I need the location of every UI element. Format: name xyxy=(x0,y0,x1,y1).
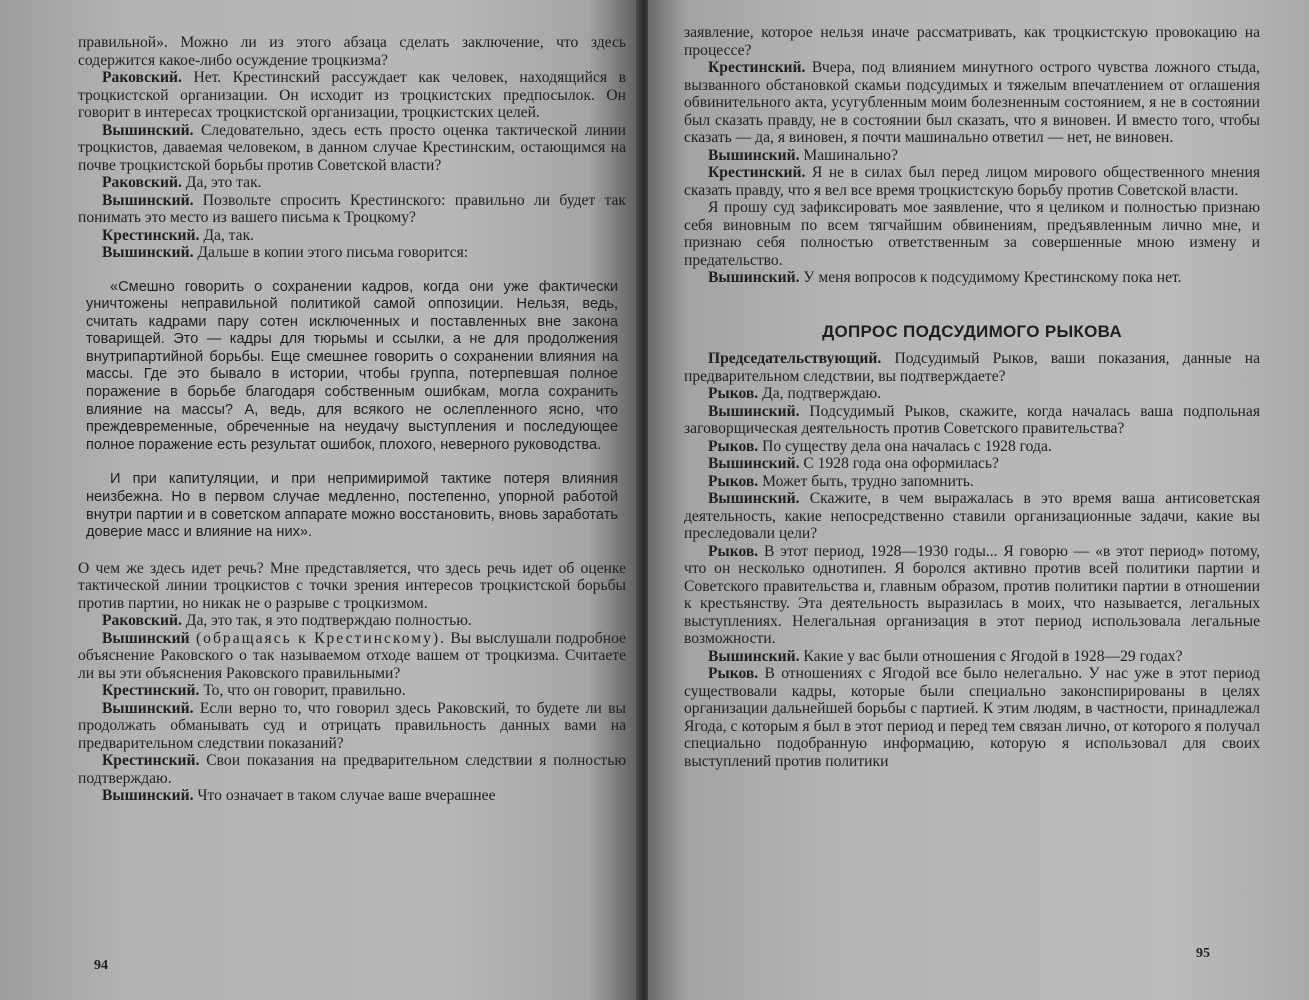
paragraph: Раковский. Нет. Крестинский рассуждает как человек, находящийся в троцкистской организации. Он исходит из троцкистских предпосылок. Он говорит в интересах троцкистской организации, троцкистских целей. xyxy=(78,69,626,121)
paragraph: Председательствующий. Подсудимый Рыков, ваши показания, данные на предварительном следствии, вы подтверждаете? xyxy=(684,350,1260,385)
paragraph: Рыков. В отношениях с Ягодой все было нелегально. У нас уже в этот период существовали кадры, которые были специально законспирированы в целях организации дальнейшей борьбы с партией. К этим людям, в частности, принадлежал Ягода, с которым я был в этот период и перед тем связан лично, от которого я получал специально подобранную информацию, которую я использовал для своих выступлений против политики xyxy=(684,665,1260,770)
paragraph: Крестинский. Я не в силах был перед лицом мирового общественного мнения сказать правду, что я вел все время троцкистскую борьбу против Советской власти. xyxy=(684,164,1260,199)
right-page-text xyxy=(684,24,1260,770)
paragraph: Вышинский (обращаясь к Крестинскому). Вы выслушали подробное объяснение Раковского о так называемом отходе вашем от троцкизма. Считаете ли вы эти объяснения Раковского правильными? xyxy=(78,629,626,682)
left-page-text xyxy=(78,34,626,805)
paragraph: Крестинский. То, что он говорит, правильно. xyxy=(102,682,406,700)
paragraph: Крестинский. Вчера, под влиянием минутного острого чувства ложного стыда, вызванного обстановкой скамьи подсудимых и тяжелым впечатлением от оглашения обвинительного акта, усугубленным моим болезненным состоянием, я не в состоянии был сказать правду, не в состоянии был сказать, что я виновен. И вместо того, чтобы сказать — да, я виновен, я почти машинально ответил — нет, не виновен. xyxy=(684,59,1260,146)
paragraph: Крестинский. Да, так. xyxy=(102,226,255,244)
paragraph: Вышинский. Дальше в копии этого письма говорится: xyxy=(102,244,469,261)
page-number: 94 xyxy=(94,958,108,973)
paragraph: Вышинский. Если верно то, что говорил здесь Раковский, то будете ли вы продолжать обманывать суд и отрицать правильность данных вами на предварительном следствии показаний? xyxy=(78,699,626,752)
paragraph: Раковский. Да, это так. xyxy=(102,174,262,191)
paragraph: О чем же здесь идет речь? Мне представляется, что здесь речь идет об оценке тактической линии троцкистов с точки зрения интересов троцкистской борьбы против партии, но никак не о разрыве с троцкизмом. xyxy=(78,559,626,612)
paragraph: Рыков. Может быть, трудно запомнить. xyxy=(708,472,974,490)
section-heading: ДОПРОС ПОДСУДИМОГО РЫКОВА xyxy=(822,321,1122,341)
paragraph: Вышинский. Скажите, в чем выражалась в это время ваша антисоветская деятельность, какие непосредственно ставили организационные задачи, какие вы преследовали цели? xyxy=(684,490,1260,542)
paragraph: Вышинский. Что означает в таком случае ваше вчерашнее xyxy=(102,787,496,805)
left-page xyxy=(0,0,640,1000)
paragraph: Вышинский. Подсудимый Рыков, скажите, когда началась ваша подпольная заговорщическая деятельность против Советского правительства? xyxy=(684,402,1260,437)
page-number: 95 xyxy=(1196,946,1210,961)
paragraph: заявление, которое нельзя иначе рассматривать, как троцкистскую провокацию на процессе? xyxy=(684,24,1260,59)
paragraph: Раковский. Да, это так, я это подтверждаю полностью. xyxy=(102,612,472,630)
paragraph: Рыков. Да, подтверждаю. xyxy=(708,385,882,402)
paragraph: правильной». Можно ли из этого абзаца сделать заключение, что здесь содержится какое-либо осуждение троцкизма? xyxy=(78,34,626,69)
paragraph: Вышинский. У меня вопросов к подсудимому Крестинскому пока нет. xyxy=(708,269,1182,286)
letter-quote xyxy=(86,279,618,542)
paragraph: Рыков. По существу дела она началась с 1928 года. xyxy=(708,437,1052,455)
right-page xyxy=(648,0,1309,1000)
paragraph: Рыков. В этот период, 1928—1930 годы... Я говорю — «в этот период» потому, что он несколько однотипен. Я боролся активно против всей политики партии и Советского правительства и, главным образом, против политики партии в отношении к крестьянству. Эта деятельность выразилась в моих, что называется, легальных выступлениях. Нелегальная организация в этот период использовала легальные возможности. xyxy=(684,542,1260,647)
paragraph: Вышинский. Машинально? xyxy=(708,146,898,164)
quote-paragraph: «Смешно говорить о сохранении кадров, когда они уже фактически уничтожены неправильной политикой самой оппозиции. Нельзя, ведь, считать кадрами пару сотен исключенных и поставленных вне закона товарищей. Это — кадры для тюрьмы и ссылки, а не для продолжения внутрипартийной борьбы. Еще смешнее говорить о сохранении влияния на массы. Где это бывало в истории, чтобы группа, потерпевшая полное поражение в борьбе благодаря собственным ошибкам, могла сохранить влияние на массы? А, ведь, для всякого не ослепленного ясно, что преждевременные, обреченные на неудачу выступления и последующее полное поражение есть результат ошибок, плохого, неверного руководства. xyxy=(86,278,618,453)
paragraph: Вышинский. Позвольте спросить Крестинского: правильно ли будет так понимать это место из вашего письма к Троцкому? xyxy=(78,191,626,226)
paragraph: Я прошу суд зафиксировать мое заявление, что я целиком и полностью признаю себя виновным по всем тягчайшим обвинениям, предъявленным лично мне, и признаю себя полностью ответственным за совершенные мною измену и предательство. xyxy=(684,199,1260,269)
paragraph: Вышинский. Какие у вас были отношения с Ягодой в 1928—29 годах? xyxy=(708,647,1183,665)
paragraph: Вышинский. С 1928 года она оформилась? xyxy=(708,455,999,472)
quote-paragraph: И при капитуляции, и при непримиримой тактике потеря влияния неизбежна. Но в первом случае медленно, постепенно, упорной работой внутри партии и в советском аппарате можно восстановить, вновь заработать доверие масс и влияние на них». xyxy=(86,471,618,541)
paragraph: Вышинский. Следовательно, здесь есть просто оценка тактической линии троцкистов, даваемая человеком, в данном случае Крестинским, остающимся на почве троцкистской борьбы против Советской власти? xyxy=(78,121,626,174)
paragraph: Крестинский. Свои показания на предварительном следствии я полностью подтверждаю. xyxy=(78,752,626,787)
